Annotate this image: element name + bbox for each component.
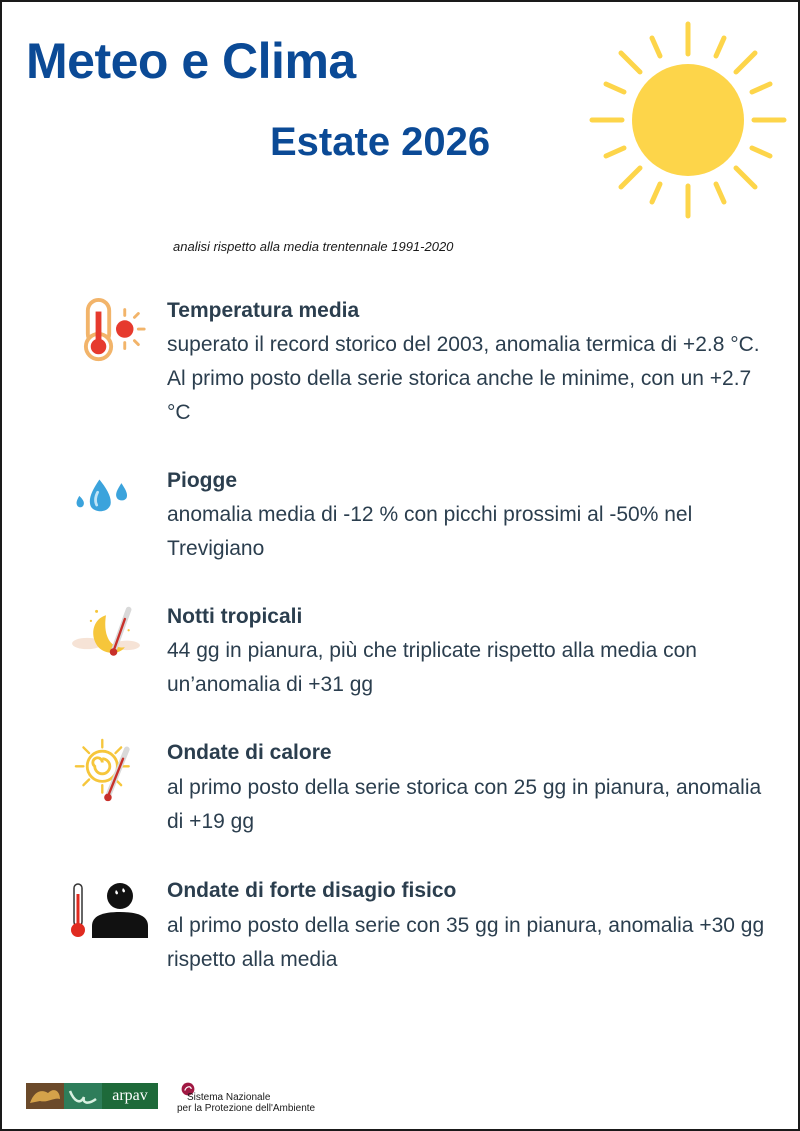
snpa-line-1: Sistema Nazionale (187, 1092, 271, 1103)
thermometer-sun-icon (82, 296, 150, 364)
item-text: superato il record storico del 2003, anomalia termica di +2.8 °C. Al primo posto della serie storica anche le minime, con un +2.7 °C (167, 333, 760, 424)
item-heading: Ondate di calore (167, 741, 332, 764)
item-text: al primo posto della serie con 35 gg in pianura, anomalia +30 gg rispetto alla media (167, 914, 765, 971)
item-ondate-di-calore (2, 738, 798, 838)
page-subtitle: Estate 2026 (270, 120, 491, 164)
item-notti-tropicali (2, 600, 798, 700)
sun-thermometer-icon (74, 738, 140, 804)
regione-veneto-logo (26, 1083, 102, 1109)
item-text: al primo posto della serie storica con 25 gg in pianura, anomalia di +19 gg (167, 776, 762, 833)
arpav-logo: arpav (102, 1083, 158, 1109)
item-ondate-forte-disagio (2, 876, 798, 976)
raindrops-icon (72, 472, 136, 518)
item-text: anomalia media di -12 % con picchi prossimi al -50% nel Trevigiano (167, 503, 693, 560)
page-title: Meteo e Clima (26, 33, 356, 89)
sweating-person-thermometer-icon (68, 880, 148, 940)
snpa-line-2: per la Protezione dell'Ambiente (177, 1103, 316, 1114)
moon-thermometer-icon (66, 602, 146, 668)
item-piogge (2, 464, 798, 564)
item-heading: Temperatura media (167, 299, 360, 322)
item-heading: Ondate di forte disagio fisico (167, 879, 457, 902)
sun-icon (588, 20, 788, 220)
item-text: 44 gg in pianura, più che triplicate rispetto alla media con un’anomalia di +31 gg (167, 639, 697, 696)
reference-note: analisi rispetto alla media trentennale 1991-2020 (173, 239, 454, 254)
item-heading: Notti tropicali (167, 605, 303, 628)
snpa-logo-text (177, 1092, 315, 1114)
item-heading: Piogge (167, 469, 238, 492)
item-temperatura-media (2, 294, 798, 434)
